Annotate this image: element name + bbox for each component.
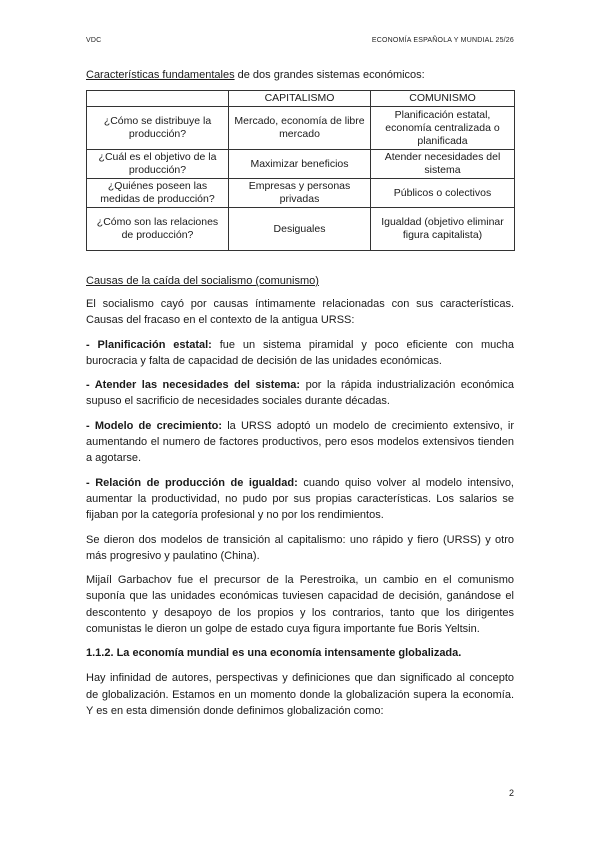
table-row xyxy=(87,150,515,179)
table-cell: Empresas y personas privadas xyxy=(229,179,371,208)
cause-item-title: - Modelo de crecimiento: xyxy=(86,419,223,432)
section-title: Causas de la caída del socialismo (comunismo) xyxy=(86,275,319,287)
cause-item-title: - Atender las necesidades del sistema: xyxy=(86,379,301,392)
comparison-table xyxy=(86,90,515,251)
table-header-cell: CAPITALISMO xyxy=(229,91,371,107)
cause-item-text: la URSS adoptó un modelo de crecimiento extensivo, ir aumentando el numero de factores productivos, pero esos modelos extensivos tienden a agotarse. xyxy=(86,419,515,465)
cause-item xyxy=(86,337,514,370)
table-intro xyxy=(86,68,514,82)
table-cell: Desiguales xyxy=(229,208,371,251)
cause-item-text: cuando quiso volver al modelo intensivo, aumentar la productividad, no pudo por sus propias características. Los salarios se fijaban por la categoría profesional y no por los rendimientos. xyxy=(86,476,514,522)
intro-underlined: Características fundamentales xyxy=(86,69,235,81)
table-cell: ¿Cómo se distribuye la producción? xyxy=(87,107,229,150)
cause-item-title: - Planificación estatal: xyxy=(86,338,212,351)
table-cell: Mercado, economía de libre mercado xyxy=(229,107,371,150)
table-cell: Planificación estatal, economía centralizada o planificada xyxy=(371,107,515,150)
table-header-row xyxy=(87,91,515,107)
cause-item-text: fue un sistema piramidal y poco eficiente con mucha burocracia y falta de capacidad de decisión de las unidades económicas. xyxy=(86,338,514,367)
table-cell: ¿Cómo son las relaciones de producción? xyxy=(87,208,229,251)
paragraph: El socialismo cayó por causas íntimamente relacionadas con sus características. Causas del fracaso en el contexto de la antigua URSS: xyxy=(86,298,514,327)
subheading: 1.1.2. La economía mundial es una economía intensamente globalizada. xyxy=(86,647,462,660)
table-cell: Atender necesidades del sistema xyxy=(371,150,515,179)
table-cell: Públicos o colectivos xyxy=(371,179,515,208)
table-cell: Igualdad (objetivo eliminar figura capitalista) xyxy=(371,208,515,251)
table-cell: Maximizar beneficios xyxy=(229,150,371,179)
table-row xyxy=(87,208,515,251)
paragraph: Se dieron dos modelos de transición al capitalismo: uno rápido y fiero (URSS) y otro más progresivo y paulatino (China). xyxy=(86,533,514,562)
cause-item xyxy=(86,475,514,524)
cause-item-title: - Relación de producción de igualdad: xyxy=(86,476,298,489)
cause-item xyxy=(86,418,514,467)
table-row xyxy=(87,179,515,208)
paragraph: Hay infinidad de autores, perspectivas y definiciones que dan significado al concepto de globalización. Estamos en un momento donde la globalización supera la economía. Y es en esta dimensión donde definimos globalización como: xyxy=(86,672,514,717)
table-header-cell xyxy=(87,91,229,107)
header-right: ECONOMÍA ESPAÑOLA Y MUNDIAL 25/26 xyxy=(371,37,514,44)
intro-rest: de dos grandes sistemas económicos: xyxy=(234,69,425,81)
table-header-cell: COMUNISMO xyxy=(371,91,515,107)
table-row xyxy=(87,107,515,150)
table-cell: ¿Quiénes poseen las medidas de producción? xyxy=(87,179,229,208)
paragraph: Mijaíl Garbachov fue el precursor de la Perestroika, un cambio en el comunismo suponía que las unidades económicas tuviesen capacidad de decisión, ganándose el descontento y desapoyo de los propios y los contrarios, tanto que los dirigentes comunistas le dieron un golpe de estado cuya figura importante fue Boris Yeltsin. xyxy=(86,574,514,636)
table-cell: ¿Cuál es el objetivo de la producción? xyxy=(87,150,229,179)
cause-item xyxy=(86,377,514,410)
header-left: VDC xyxy=(86,37,102,44)
page-content xyxy=(86,68,514,727)
cause-item-text: por la rápida industrialización económica supuso el sacrificio de necesidades sociales durante décadas. xyxy=(86,379,515,408)
page-number: 2 xyxy=(508,788,514,798)
